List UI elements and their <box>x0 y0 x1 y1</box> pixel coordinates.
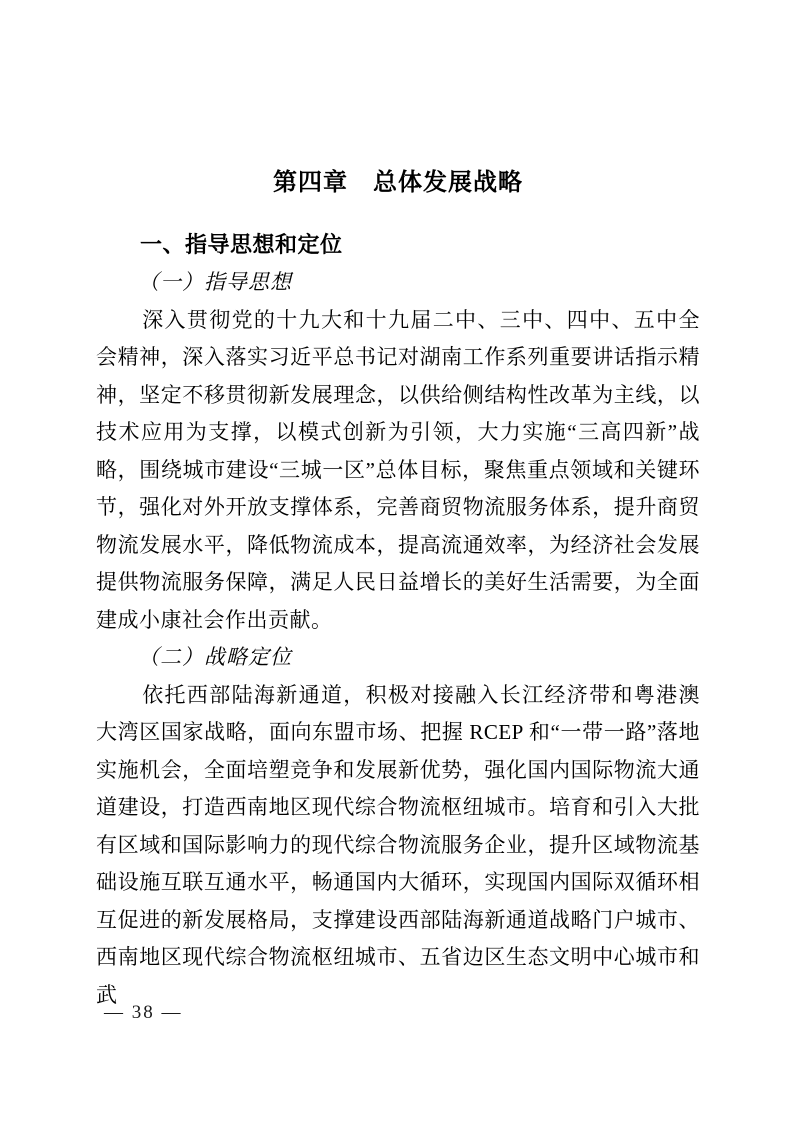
subsection-heading-strategic-positioning: （二）战略定位 <box>138 645 292 669</box>
paragraph-guiding-ideology: 深入贯彻党的十九大和十九届二中、三中、四中、五中全会精神，深入落实习近平总书记对湖南工作系列重要讲话指示精神，坚定不移贯彻新发展理念，以供给侧结构性改革为主线，以技术应用为支撑，以模式创新为引领，大力实施“三高四新”战略，围绕城市建设“三城一区”总体目标，聚焦重点领域和关键环节，强化对外开放支撑体系，完善商贸物流服务体系，提升商贸物流发展水平，降低物流成本，提高流通效率，为经济社会发展提供物流服务保障，满足人民日益增长的美好生活需要，为全面建成小康社会作出贡献。 <box>96 307 700 632</box>
section-heading: 一、指导思想和定位 <box>140 232 343 257</box>
subsection-heading-guiding-ideology: （一）指导思想 <box>138 270 292 294</box>
chapter-title: 第四章 总体发展战略 <box>273 169 523 196</box>
page-number: — 38 — <box>104 1002 183 1023</box>
paragraph-strategic-positioning: 依托西部陆海新通道，积极对接融入长江经济带和粤港澳大湾区国家战略，面向东盟市场、把握 RCEP 和“一带一路”落地实施机会，全面培塑竞争和发展新优势，强化国内国际物流大通道建设，打造西南地区现代综合物流枢纽城市。培育和引入大批有区域和国际影响力的现代综合物流服务企业，提升区域物流基础设施互联互通水平，畅通国内大循环，实现国内国际双循环相互促进的新发展格局，支撑建设西部陆海新通道战略门户城市、西南地区现代综合物流枢纽城市、五省边区生态文明中心城市和武 <box>96 682 700 1007</box>
